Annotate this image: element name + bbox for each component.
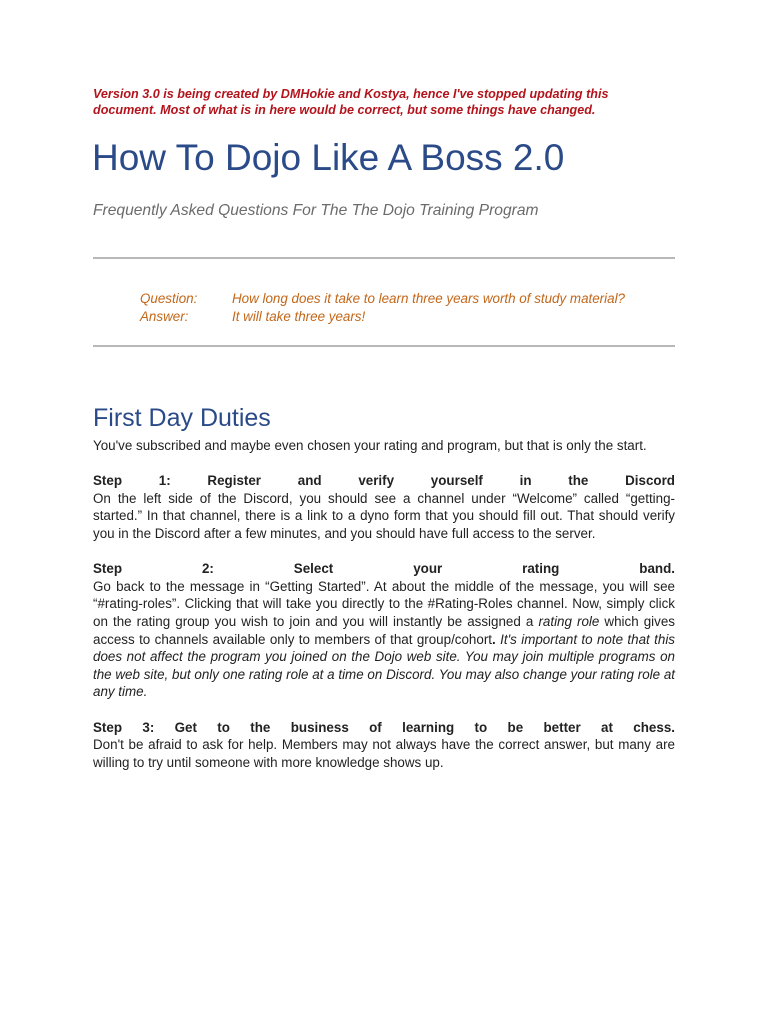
page-subtitle: Frequently Asked Questions For The The Dojo Training Program: [93, 202, 539, 219]
section-heading: First Day Duties: [93, 404, 271, 432]
section-body: [93, 437, 675, 789]
bottom-divider: [93, 345, 675, 347]
step-2-text-b: which gives access to channels available only to members of that group/cohort: [93, 613, 675, 647]
step-1-text: On the left side of the Discord, you should see a channel under “Welcome” called “getting-started.” In that channel, there is a link to a dyno form that you should fill out. That should verify you in the Discord after a few minutes, and you should have full access to the server.: [93, 490, 675, 541]
top-divider: [93, 257, 675, 259]
step-3-title: Step 3: Get to the business of learning to be better at chess.: [93, 719, 675, 735]
page-title: How To Dojo Like A Boss 2.0: [92, 137, 565, 178]
answer-text: It will take three years!: [232, 309, 366, 324]
step-2-text-a: Go back to the message in “Getting Started”. At about the middle of the message, you will see “#rating-roles”. Clicking that will take you directly to the #Rating-Roles channel. Now, simply click on the rating group you wish to join and you will instantly be assigned a: [93, 578, 675, 629]
version-notice: Version 3.0 is being created by DMHokie and Kostya, hence I've stopped updating this document. Most of what is in here would be correct, but some things have changed.: [93, 87, 609, 117]
step-2-rating-role: rating role: [538, 613, 600, 629]
answer-row: [140, 308, 680, 326]
step-2-note: It's important to note that this does not affect the program you joined on the Dojo web site. You may join multiple programs on the web site, but only one rating role at a time on Discord. You may also change your rating role at any time.: [93, 631, 675, 700]
question-label: Question:: [140, 291, 198, 306]
faq-box: [140, 290, 680, 326]
question-text: How long does it take to learn three years worth of study material?: [232, 291, 625, 306]
question-row: [140, 290, 680, 308]
step-2-title: Step 2: Select your rating band.: [93, 561, 675, 577]
intro-paragraph: You've subscribed and maybe even chosen your rating and program, but that is only the start.: [93, 438, 647, 453]
answer-label: Answer:: [140, 309, 189, 324]
step-2-text: [93, 578, 675, 701]
step-1-title: Step 1: Register and verify yourself in the Discord: [93, 473, 675, 489]
step-2-period: .: [492, 631, 496, 647]
step-3-text: Don't be afraid to ask for help. Members may not always have the correct answer, but many are willing to try until someone with more knowledge shows up.: [93, 737, 675, 770]
